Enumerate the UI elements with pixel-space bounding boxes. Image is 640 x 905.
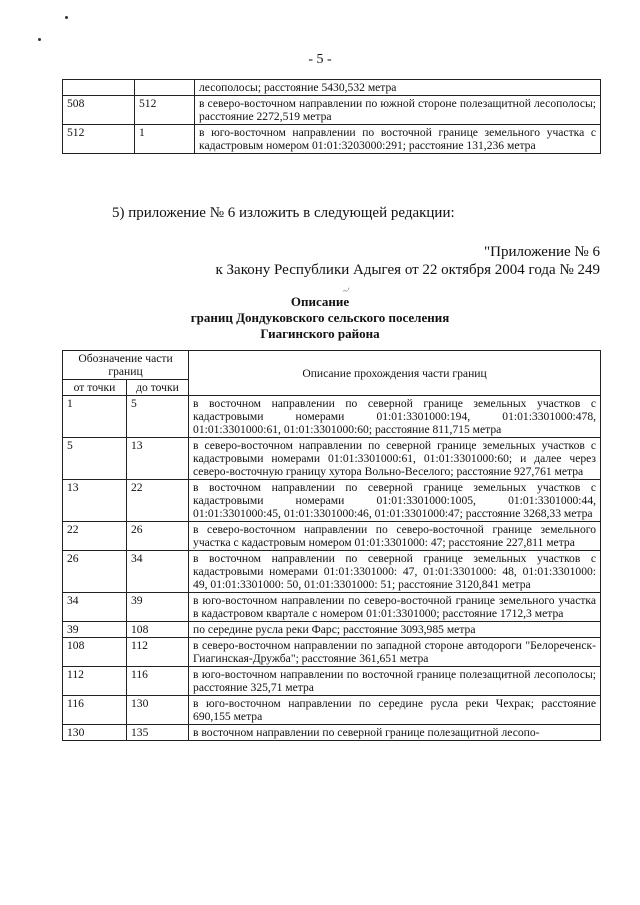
scan-speck [65,16,68,19]
header-designation: Обозначение части границ [63,351,189,380]
description-cell: в юго-восточном направлении по восточной границе земельного участка с кадастровым номером 01:01:3203000:291; расстояние 131,236 метра [195,125,601,154]
point-from-cell: 112 [63,667,127,696]
table-row [63,551,601,593]
description-cell: в восточном направлении по северной границе земельных участков с кадастровыми номерами 01:01:3301000: 47, 01:01:3301000: 48, 01:01:3301000: 49, 01:01:3301000: 50, 01:01:3301000: 51; расстояние 3120,841 метра [189,551,601,593]
header-to-point: до точки [127,380,189,396]
table-row [63,593,601,622]
description-cell: в юго-восточном направлении по северо-восточной границе земельного участка в кадастровом квартале с номером 01:01:3301000; расстояние 1712,3 метра [189,593,601,622]
table-row [63,622,601,638]
point-to-cell: 108 [127,622,189,638]
table-row [63,96,601,125]
description-cell: в северо-восточном направлении по южной стороне полезащитной лесополосы; расстояние 2272,519 метра [195,96,601,125]
table-row [63,125,601,154]
header-description: Описание прохождения части границ [189,351,601,396]
table-row [63,396,601,438]
point-from-cell: 22 [63,522,127,551]
point-to-cell: 34 [127,551,189,593]
point-from-cell [63,80,135,96]
point-to-cell: 116 [127,667,189,696]
point-from-cell: 116 [63,696,127,725]
description-cell: в северо-восточном направлении по северной границе земельных участков с кадастровыми номерами 01:01:3301000:61, 01:01:3301000:60; и далее через северо-восточную границу хутора Вольно-Веселого; расстояние 927,761 метра [189,438,601,480]
point-from-cell: 5 [63,438,127,480]
appendix-heading: "Приложение № 6 [484,244,600,260]
point-from-cell: 39 [63,622,127,638]
point-to-cell: 130 [127,696,189,725]
point-from-cell: 108 [63,638,127,667]
point-from-cell: 512 [63,125,135,154]
point-from-cell: 1 [63,396,127,438]
description-cell: в восточном направлении по северной границе земельных участков с кадастровыми номерами 01:01:3301000:1005, 01:01:3301000:44, 01:01:3301000:45, 01:01:3301000:46, 01:01:3301000:47; расстояние 3268,33 метра [189,480,601,522]
table-row [63,725,601,741]
amendment-paragraph: 5) приложение № 6 изложить в следующей редакции: [112,205,455,221]
table-row [63,80,601,96]
point-to-cell: 1 [135,125,195,154]
point-to-cell: 13 [127,438,189,480]
description-cell: в восточном направлении по северной границе земельных участков с кадастровыми номерами 01:01:3301000:194, 01:01:3301000:478, 01:01:3301000:61, 01:01:3301000:60; расстояние 811,715 метра [189,396,601,438]
description-cell: в северо-восточном направлении по северо-восточной границе земельного участка с кадастровым номером 01:01:3301000: 47; расстояние 227,811 метра [189,522,601,551]
header-from-point: от точки [63,380,127,396]
table-row [63,522,601,551]
table-row [63,696,601,725]
boundary-table [62,350,601,741]
description-cell: лесополосы; расстояние 5430,532 метра [195,80,601,96]
description-cell: в юго-восточном направлении по середине русла реки Чехрак; расстояние 690,155 метра [189,696,601,725]
point-from-cell: 508 [63,96,135,125]
table-row [63,438,601,480]
point-from-cell: 26 [63,551,127,593]
point-to-cell: 26 [127,522,189,551]
table-row [63,638,601,667]
point-from-cell: 34 [63,593,127,622]
point-from-cell: 130 [63,725,127,741]
document-subtitle-district: Гиагинского района [260,326,380,341]
point-to-cell [135,80,195,96]
continuation-table [62,79,601,154]
description-cell: по середине русла реки Фарс; расстояние 3093,985 метра [189,622,601,638]
document-title: Описание [290,294,350,309]
point-to-cell: 112 [127,638,189,667]
point-to-cell: 512 [135,96,195,125]
point-to-cell: 22 [127,480,189,522]
description-cell: в восточном направлении по северной границе полезащитной лесопо- [189,725,601,741]
page-number: - 5 - [308,52,332,67]
point-to-cell: 5 [127,396,189,438]
point-to-cell: 135 [127,725,189,741]
table-row [63,667,601,696]
point-to-cell: 39 [127,593,189,622]
appendix-law-reference: к Закону Республики Адыгея от 22 октября 2004 года № 249 [215,262,600,278]
scan-mark: ~ʹ [343,286,350,296]
document-subtitle: границ Дондуковского сельского поселения [190,310,450,325]
description-cell: в северо-восточном направлении по западной стороне автодороги "Белореченск-Гиагинская-Дружба"; расстояние 361,651 метра [189,638,601,667]
description-cell: в юго-восточном направлении по восточной границе полезащитной лесополосы; расстояние 325,71 метра [189,667,601,696]
scan-speck [38,38,41,41]
point-from-cell: 13 [63,480,127,522]
table-row [63,480,601,522]
